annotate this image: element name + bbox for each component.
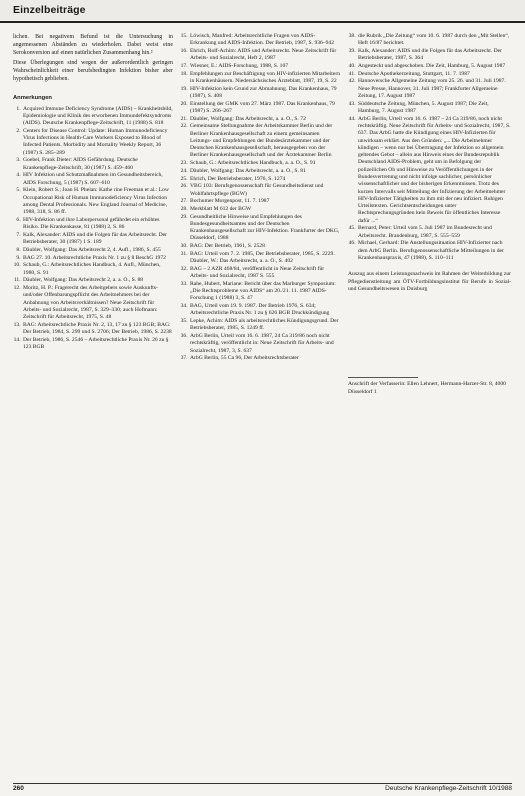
header-rule [0,21,525,23]
footer-rule [13,783,512,784]
reference-list-3 [348,33,511,262]
reference-item: 32. BAG – 2 AZR 468/84, veröffentlicht in Neue Zeitschrift für Arbeits- und Sozialrecht, 1987 S. 555 [189,266,340,281]
reference-item: 16. Ehrich, Rolf-Achim: AIDS und Arbeitsrecht. Neue Zeitschrift für Arbeits- und Sozialrecht, Heft 2, 1987 [189,48,340,63]
notes-heading: Anmerkungen [13,95,52,102]
reference-item: 36. ArbG Berlin, Urteil vom 16. 6. 1987, 24 Ca 319/86 noch nicht rechtskräftig, veröffentlicht in: Neue Zeitschrift für Arbeits- und Sozialrecht, 1987, 3, S. 637 [189,333,340,355]
reference-item: 44. ArbG Berlin, Urteil vom 16. 6. 1987 – 24 Ca 319/86, noch nicht rechtskräftig. Neue Zeitschrift für Arbeits- und Sozialrecht, 1987, S. 637. Das ArbG hatte die Kündigung eines HIV-Infizierten für unwirksam erklärt. Aus den Gründen: „... Die Arbeitnehmer kündigen – wenn nur bei Übertragung der Infektion so allgemein geltendes Gebot – allein aus Hinweis eines der Bundesrepublik Deutschland AIDS-Problem, geht um in Befolgung der polizeilichen Ob und Hinweise zu Veröffentlichungen in der Bundesvertretung und nicht infolge sachlicher, persönlicher wissenschaftlicher und der bisherigen Erkenntnissen. Trotz des kurzen Intervalls seit Mitteilung der Infizierung der Arbeitnehmer HIV-Infizierter Tätigkeiten zu ihm mit der neu infiziert. Ruhigen Urteilstexten. Gerichtsentscheidungen unter Rechtsprechungsgründen kein Beweis für öffentliches Interesse dafür ...“ [357,116,511,225]
reference-item: 34. BAG, Urteil vom 19. 9. 1987. Der Betrieb 1976, S. 634; Arbeitsrechtliche Praxis Nr. 1 zu § 626 BGB Druckkündigung [189,303,340,318]
reference-item: 11. Däubler, Wolfgang: Das Arbeitsrecht 2, a. a. O., S. 88 [22,277,173,284]
reference-item: 30. BAG: Der Betrieb, 1961, S. 2528 [189,243,340,250]
closing-text: Auszug aus einem Leistungsnachweis im Rahmen der Weiterbildung zur Pflegedienstleitung am ÖTV-Fortbildungsinstitut für Berufe in Sozial- und Gesundheitswesen in Duisburg [348,271,511,292]
reference-item: 33. Rahe, Hubert, Mariane: Bericht über das Marburger Symposium: „Die Rechtsprobleme von AIDS“ am 20./21. 11. 1987 AIDS-Forschung 1 (1988) 3, S. 47 [189,281,340,303]
header-bar [0,0,525,20]
reference-item: 21. Däubler, Wolfgang: Das Arbeitsrecht, a. a. O., S. 72 [189,116,340,123]
reference-item: 1. Acquired Immune Deficiency Syndrome (AIDS) – Krankheitsbild, Epidemiologie und Klinik des erworbenen Immundefektsyndroms (AIDS). Deutsche Krankenpflege-Zeitschrift, 11 (1988) S. 818 [22,106,173,128]
reference-item: 20. Einstellung der GMK vom 27. März 1987. Das Krankenhaus, 79 (1987) S. 266–267 [189,101,340,116]
reference-item: 22. Gemeinsame Stellungnahme der Arbeitskammer Berlin und der Berliner Krankenhausgesellschaft zu einem gemeinsamen Leitungs- und Empfehlungen der Bundesärztekammer und der Deutschen Krankenhausgesellschaft, herausgegeben von der Berliner Krankenhausgesellschaft und der Ärztekammer Berlin [189,123,340,159]
reference-item: 35. Lepke, Achim: AIDS als arbeitsrechtliches Kündigungsgrund. Der Betriebsberater, 1985, S. 1249 ff. [189,318,340,333]
reference-item: 39. Kalk, Alexander: AIDS und die Folgen für das Arbeitsrecht. Der Betriebsberater, 1987, S. 364 [357,48,511,63]
reference-item: 14. Der Betrieb, 1986, S. 2546 – Arbeitsrechtliche Praxis Nr. 26 zu § 123 BGB [22,337,173,352]
reference-item: 9. BAG 27. 10. Arbeitsrechtliche Praxis Nr. 1 zu § 8 BeschG 1972 [22,255,173,262]
reference-item: 2. Centers for Disease Control: Update: Human Immunodeficiency Virus Infections in Health-Care Workers Exposed to Blood of Infected Patients. Morbidity and Mortality Weekly Report, 36 (1987) S. 285–289 [22,128,173,157]
author-address: Anschrift der Verfasserin: Ellen Lehnert, Hermann-Harzer-Str. 8, 4000 Düsseldorf 1 [348,381,506,395]
address-rule [348,377,418,378]
reference-item: 46. Michael, Gerhard: Die Anstellungssituation HIV-Infizierter nach dem ArbG Berlin. Berufsgenossenschaftliche Mitteilungen in der Krankenhauspraxis, 47 (1988), S. 110–111 [357,240,511,262]
section-title: Einzelbeiträge [13,4,86,16]
page-number: 260 [13,785,24,792]
reference-item: 7. Kalk, Alexander: AIDS und die Folgen für das Arbeitsrecht. Der Betriebsberater, 30 (1987) 1 S. 189 [22,232,173,247]
reference-item: 23. Schaub, G.: Arbeitsrechtliches Handbuch, a. a. O., S. 91 [189,160,340,167]
paragraph-text: Diese Überlegungen sind wegen der außerordentlich geringen Wahrscheinlichkeit einer berufsbedingten Infektion bisher aber hypothetisch geblieben. [13,59,173,83]
reference-item: 31. BAG: Urteil vom 7. 2. 1985, Der Betriebsberater, 1985, S. 2229. Däubler, W.: Das Arbeitsrecht, a. a. O., S. 402 [189,251,340,266]
reference-item: 37. ArbG Berlin, 55 Ca 96, Der Arbeitsrechtsberater [189,355,340,362]
reference-item: 12. Moritz, H. P.: Fragerecht des Arbeitgebers sowie Auskunfts- und/oder Offenbarungspflicht des Arbeitnehmers bei der Anbahnung von Arbeitsverhältnissen? Neue Zeitschrift für Arbeits- und Sozialrecht, 1987, S. 329–330; auch Hofmann: Zeitschrift für Arbeitsrecht, 1975, S. 48 [22,285,173,321]
journal-reference: Deutsche Krankenpflege-Zeitschrift 10/1988 [385,785,512,792]
reference-item: 27. Bochumer Morgenpost, 11. 7. 1987 [189,198,340,205]
reference-item: 18. Empfehlungen zur Beschäftigung von HIV-infizierten Mitarbeitern in Krankenhäusern. Niedersächsisches Ärzteblatt, 1987, 19, S. 22 [189,71,340,86]
column-left [13,33,173,783]
reference-item: 24. Däubler, Wolfgang: Das Arbeitsrecht, a. a. O., S. 81 [189,168,340,175]
intro-text: lichen. Bei negativem Befund ist die Untersuchung in angemessenen Abständen zu wiederholen. Dabei weist eine Serokonversion auf einen natürlichen Zusammenhang hin.² [13,34,173,57]
reference-list-1 [13,106,173,352]
reference-item: 13. BAG: Arbeitsrechtliche Praxis Nr. 2, 13, 17 zu § 123 BGB; BAG: Der Betrieb, 1984, S. 299 und S. 2706; Der Betrieb, 1986, S. 2238 [22,322,173,337]
reference-list-2 [180,33,340,363]
column-middle [180,33,340,783]
reference-item: 15. Löwisch, Manfred: Arbeitsrechtliche Fragen von AIDS-Erkrankung und AIDS-Infektion. Der Betrieb, 1987, S. 936–942 [189,33,340,48]
column-right [348,33,511,783]
reference-item: 3. Goebel, Frank Dieter: AIDS Gefährdung. Deutsche Krankenpflege-Zeitschrift, 30 (1987) S. 459–460 [22,157,173,172]
reference-item: 41. Deutsche Apothekerzeitung, Stuttgart, 11. 7. 1987 [357,71,511,78]
reference-item: 4. HIV Infektion und Schutzmaßnahmen im Gesundheitsbereich, AIDS Forschung, 5 (1987) S. 607–610 [22,172,173,187]
reference-item: 40. Angesteckt und abgeschoben. Die Zeit, Hamburg, 5. August 1987 [357,63,511,70]
reference-item: 29. Gesundheitliche Hinweise und Empfehlungen des Bundesgesundheitsamtes und der Deutschen Krankenhausgesellschaft zur HIV-Infektion. Frankfurter der DKG, Düsseldorf, 1988 [189,214,340,243]
reference-item: 6. HIV-Infektion und ihre Laborpersonal gefährdet ein erhöhtes Risiko. Die Krankenkasse, 81 (1988) 2, S. 86 [22,217,173,232]
reference-item: 26. VBG 103: Berufsgenossenschaft für Gesundheitsdienst und Wohlfahrtspflege (BGW) [189,183,340,198]
reference-item: 10. Schaub, G.: Arbeitsrechtliches Handbuch, 4. Aufl., München, 1980, S. 91 [22,262,173,277]
reference-item: 42. Hannoversche Allgemeine Zeitung vom 25. 26. und 31. Juli 1987. Neue Presse, Hannover, 31. Juli 1987; Frankfurter Allgemeine Zeitung, 17. August 1987 [357,78,511,100]
reference-item: 38. die Rubrik „Die Zeitung“ vom 10. 6. 1987 durch den „Mit Stellen“, Heft 16/87 berichtet. [357,33,511,48]
reference-item: 19. HIV-Infektion kein Grund zur Abmahnung. Das Krankenhaus, 79 (1987), S. 408 [189,86,340,101]
reference-item: 8. Däubler, Wolfgang: Das Arbeitsrecht 2, 4. Aufl., 1986, S. 455 [22,247,173,254]
reference-item: 43. Süddeutsche Zeitung, München, 5. August 1987; Die Zeit, Hamburg, 7. August 1987 [357,101,511,116]
reference-item: 45. Bernard, Peter: Urteil vom 5. Juli 1987 im Bundesrecht und Arbeitsrecht. Brandenburg, 1987, S. 555–559 [357,225,511,240]
reference-item: 17. Wiesner, E.: AIDS-Forschung, 1988, S. 107 [189,63,340,70]
reference-item: 28. Merkblatt M 612 der BGW [189,206,340,213]
reference-item: 25. Ehrich, Der Betriebsberater, 1976, S. 1274 [189,176,340,183]
reference-item: 5. Klein, Robert S.; Joan H. Phelan: Kathe rine Freeman et al.: Low Occupational Risk of Human Immunodeficiency Virus Infection among Dental Professionals. New England Journal of Medicine, 1988, 318, S. 86 ff. [22,187,173,216]
